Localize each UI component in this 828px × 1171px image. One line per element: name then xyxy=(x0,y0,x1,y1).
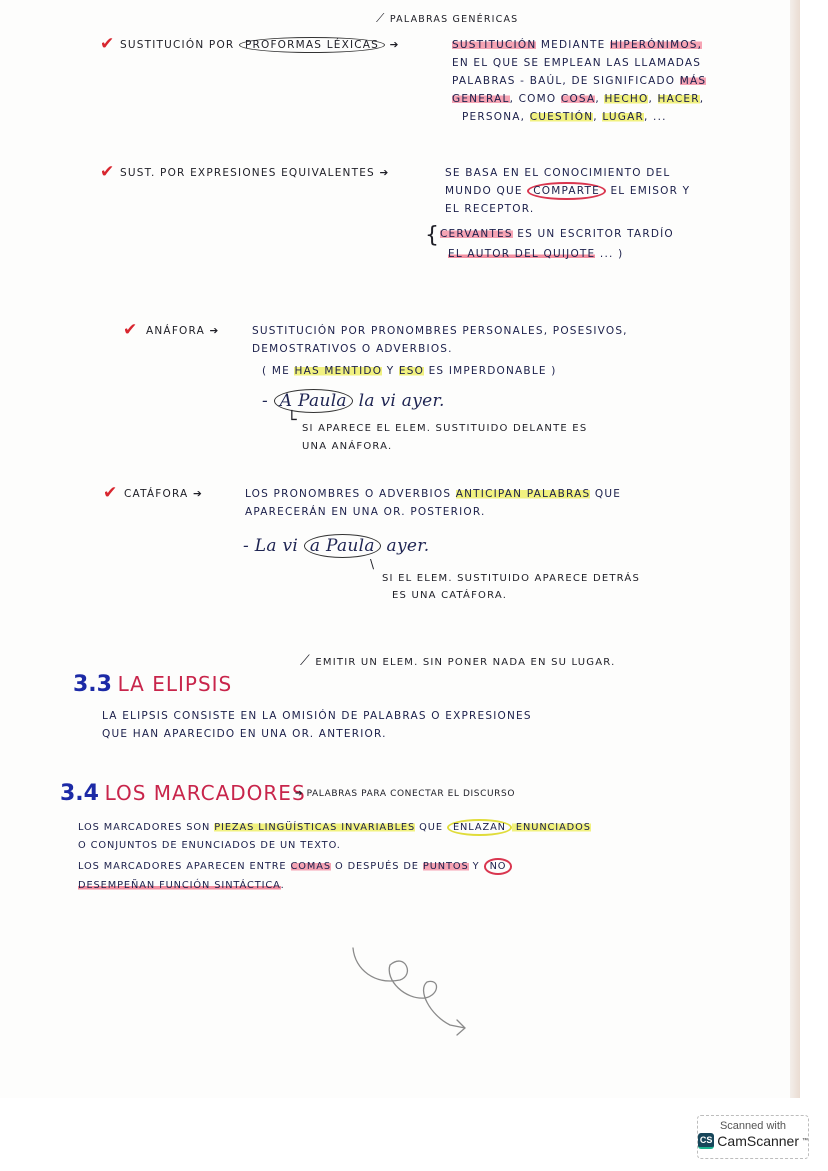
note-line: ES UNA CATÁFORA. xyxy=(392,590,508,601)
annotation-marcadores: ➔ PALABRAS PARA CONECTAR EL DISCURSO xyxy=(295,789,516,799)
note-line: SI EL ELEM. SUSTITUIDO APARECE DETRÁS xyxy=(382,573,641,584)
note-tick: \ xyxy=(370,557,376,571)
note-line: UNA ANÁFORA. xyxy=(302,441,393,452)
example-line: CERVANTES ES UN ESCRITOR TARDÍO xyxy=(440,228,674,240)
def-line: EL RECEPTOR. xyxy=(445,203,535,215)
section-number: 3.4 xyxy=(60,781,99,806)
note-line: SI APARECE EL ELEM. SUSTITUIDO DELANTE ES xyxy=(302,423,588,434)
annotation-elipsis: ⟋ EMITIR UN ELEM. SIN PONER NADA EN SU LUGAR. xyxy=(300,653,616,669)
body-line: QUE HAN APARECIDO EN UNA OR. ANTERIOR. xyxy=(102,728,387,740)
def-line: SUSTITUCIÓN POR PRONOMBRES PERSONALES, POSESIVOS, xyxy=(252,325,628,337)
def-line: SUSTITUCIÓN MEDIANTE HIPERÓNIMOS, xyxy=(452,39,703,51)
def-line: DEMOSTRATIVOS O ADVERBIOS. xyxy=(252,343,453,355)
section-number: 3.3 xyxy=(73,672,112,697)
arrow-icon: ➔ xyxy=(379,167,390,179)
def-line: LOS PRONOMBRES O ADVERBIOS ANTICIPAN PALABRAS QUE xyxy=(245,488,622,500)
camscanner-badge xyxy=(697,1115,809,1159)
page-edge-shadow xyxy=(790,0,800,1098)
arrow-icon: ➔ xyxy=(193,488,203,500)
example-line: EL AUTOR DEL QUIJOTE ... ) xyxy=(448,248,624,260)
def-line: APARECERÁN EN UNA OR. POSTERIOR. xyxy=(245,506,486,518)
body-line: LOS MARCADORES SON PIEZAS LINGÜÍSTICAS INVARIABLES QUE ENLAZAN ENUNCIADOS xyxy=(78,823,591,833)
item-catafora: CATÁFORA ➔ xyxy=(124,488,203,500)
flourish-doodle-icon xyxy=(345,940,485,1040)
body-line: LOS MARCADORES APARECEN ENTRE COMAS O DESPUÉS DE PUNTOS Y NO xyxy=(78,862,512,872)
def-line: EN EL QUE SE EMPLEAN LAS LLAMADAS xyxy=(452,57,702,69)
example-sentence: - La vi a Paula ayer. xyxy=(243,536,430,556)
check-icon: ✔ xyxy=(100,162,115,182)
camscanner-brand: CS CamScanner ™ xyxy=(699,1133,808,1149)
item-label: SUSTITUCIÓN POR xyxy=(120,39,235,51)
item-anafora: ANÁFORA ➔ xyxy=(146,325,220,337)
item-proformas-lexicas xyxy=(120,40,400,51)
example-paren: ( ME HAS MENTIDO Y ESO ES IMPERDONABLE ) xyxy=(262,365,557,377)
check-icon: ✔ xyxy=(103,483,118,503)
circled-term: PROFORMAS LÉXICAS xyxy=(239,37,385,53)
section-title: LA ELIPSIS xyxy=(117,672,233,696)
note-bracket: └ xyxy=(287,410,298,429)
scanned-with-label: Scanned with xyxy=(719,1120,787,1132)
camscanner-logo-icon: CS xyxy=(698,1133,714,1149)
body-line: DESEMPEÑAN FUNCIÓN SINTÁCTICA. xyxy=(78,880,285,891)
def-line: GENERAL, COMO COSA, HECHO, HACER, xyxy=(452,93,705,105)
item-expresiones-equivalentes: SUST. POR EXPRESIONES EQUIVALENTES ➔ xyxy=(120,167,390,179)
arrow-icon: ➔ xyxy=(209,325,220,337)
check-icon: ✔ xyxy=(100,34,115,54)
open-brace: { xyxy=(425,223,441,248)
annotation-palabras-genericas: ⟋ PALABRAS GENÉRICAS xyxy=(376,11,519,25)
body-line: LA ELIPSIS CONSISTE EN LA OMISIÓN DE PALABRAS O EXPRESIONES xyxy=(102,710,532,722)
section-heading-marcadores xyxy=(60,783,306,805)
section-heading-elipsis xyxy=(73,674,232,696)
def-line: PALABRAS - BAÚL, DE SIGNIFICADO MÁS xyxy=(452,75,707,87)
example-sentence: - A Paula la vi ayer. xyxy=(262,391,445,411)
section-title: LOS MARCADORES xyxy=(104,781,306,805)
arrow-icon: ➔ xyxy=(389,39,400,51)
circled-term: COMPARTE xyxy=(527,182,606,200)
check-icon: ✔ xyxy=(123,320,138,340)
def-line: MUNDO QUE COMPARTE EL EMISOR Y xyxy=(445,186,690,197)
def-line: SE BASA EN EL CONOCIMIENTO DEL xyxy=(445,167,671,179)
body-line: O CONJUNTOS DE ENUNCIADOS DE UN TEXTO. xyxy=(78,840,341,851)
def-line: PERSONA, CUESTIÓN, LUGAR, ... xyxy=(462,111,667,123)
